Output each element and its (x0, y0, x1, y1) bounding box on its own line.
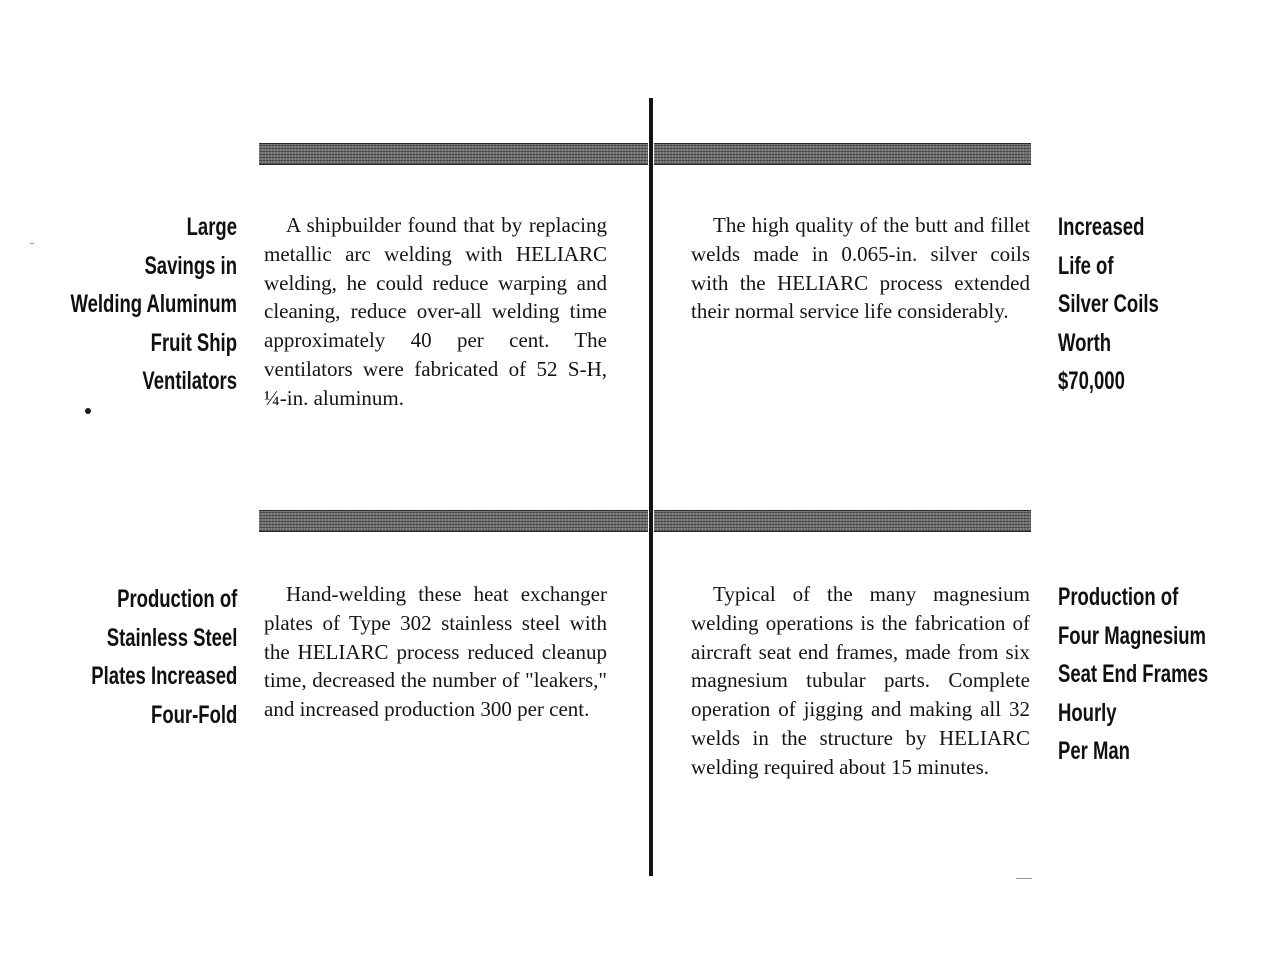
heading-stainless-steel: Production of Stainless Steel Plates Increased Four-Fold (90, 585, 238, 729)
heading-aluminum-ventilators: Large Savings in Welding Aluminum Fruit Ship Ventilators (70, 213, 237, 395)
paragraph-aluminum-ventilators: A shipbuilder found that by replacing metallic arc welding with HELIARC welding, he could reduce warping and cleaning, reduce over-all welding time approximately 40 per cent. The ventilators were fabricated of 52 S-H, ¼-in. aluminum. (264, 213, 607, 410)
top-right-band (654, 143, 1031, 165)
center-divider (649, 98, 653, 876)
bullet-mark (85, 408, 91, 414)
paragraph-magnesium-frames: Typical of the many magnesium welding operations is the fabrication of aircraft seat end frames, made from six magnesium tubular parts. Complete operation of jigging and making all 32 welds in the structure by HELIARC welding required about 15 minutes. (691, 582, 1030, 779)
bottom-right-band (654, 510, 1031, 532)
paragraph-silver-coils: The high quality of the butt and fillet welds made in 0.065-in. silver coils with the HELIARC process extended their normal service life considerably. (691, 213, 1030, 324)
scan-speck (30, 243, 34, 244)
heading-silver-coils: Increased Life of Silver Coils Worth $70,000 (1058, 213, 1159, 395)
scan-speck (1016, 878, 1032, 879)
paragraph-stainless-steel: Hand-welding these heat exchanger plates of Type 302 stainless steel with the HELIARC process reduced cleanup time, decreased the number of "leakers," and increased production 300 per cent. (264, 582, 607, 722)
top-left-band (259, 143, 648, 165)
heading-magnesium-frames: Production of Four Magnesium Seat End Frames Hourly Per Man (1058, 583, 1209, 765)
bottom-left-band (259, 510, 648, 532)
